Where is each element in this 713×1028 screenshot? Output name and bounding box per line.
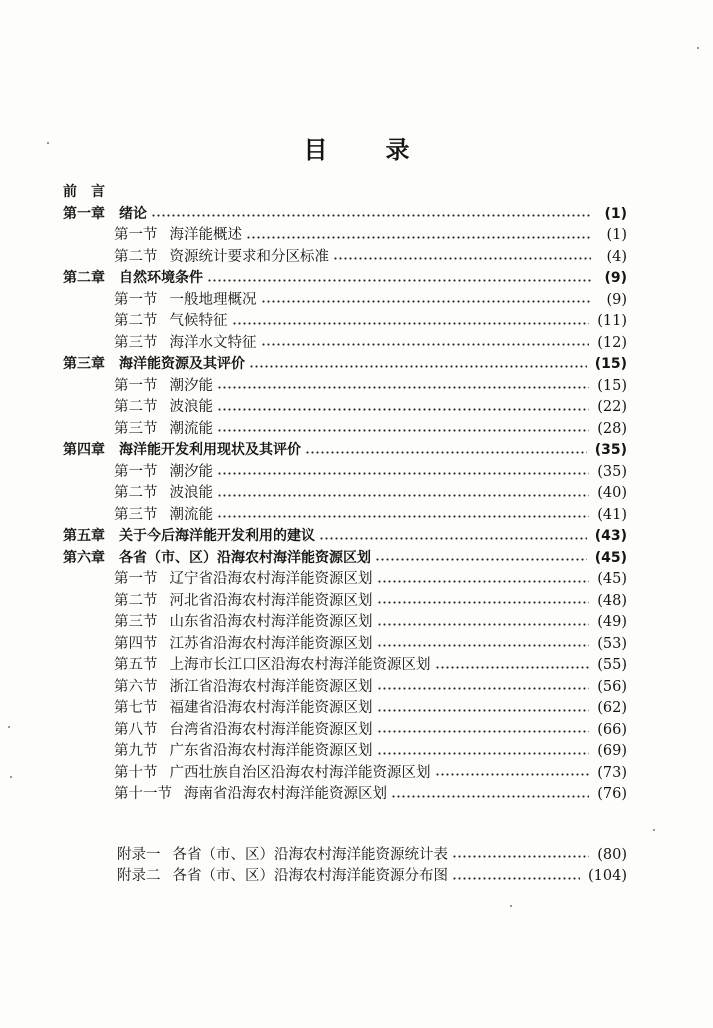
entry-title: 潮流能 xyxy=(169,420,213,437)
entry-title: 广西壮族自治区沿海农村海洋能资源区划 xyxy=(169,764,431,781)
scan-speck xyxy=(10,776,12,778)
entry-label: 第一节 xyxy=(114,291,158,308)
entry-title: 广东省沿海农村海洋能资源区划 xyxy=(169,743,373,759)
toc-appendix xyxy=(117,845,627,866)
entry-label: 第一节 xyxy=(114,377,158,394)
toc-section xyxy=(114,483,627,504)
entry-label: 第二节 xyxy=(114,485,158,501)
dot-leader xyxy=(377,644,590,647)
page-number: (45) xyxy=(594,549,627,566)
page-number: (15) xyxy=(597,377,627,394)
title-char-left: 目 xyxy=(303,136,328,164)
dot-leader xyxy=(217,494,589,497)
page-number: (55) xyxy=(597,657,627,673)
entry-title: 河北省沿海农村海洋能资源区划 xyxy=(169,592,373,609)
entry-label: 第五章 xyxy=(63,528,105,544)
entry-title: 潮流能 xyxy=(169,506,213,523)
toc-section xyxy=(114,569,627,590)
dot-leader xyxy=(377,730,590,733)
entry-label: 第二节 xyxy=(114,399,158,415)
dot-leader xyxy=(377,623,590,626)
page-number: (35) xyxy=(594,442,627,458)
page-number: (69) xyxy=(597,743,627,759)
dot-leader xyxy=(452,877,580,880)
entry-label: 第一节 xyxy=(114,571,158,587)
toc-chapter xyxy=(63,268,627,289)
toc-section xyxy=(114,763,627,784)
page-number: (15) xyxy=(594,356,627,372)
page-number: (45) xyxy=(597,571,627,587)
scan-speck xyxy=(47,142,49,144)
entry-label: 第一节 xyxy=(114,227,158,243)
entry-title: 海洋能开发利用现状及其评价 xyxy=(119,442,301,458)
entry-label: 第八节 xyxy=(114,721,158,738)
page-number: (11) xyxy=(597,313,627,329)
toc-section xyxy=(114,397,627,418)
dot-leader xyxy=(375,558,587,561)
toc-chapter xyxy=(63,354,627,375)
entry-label: 第二节 xyxy=(114,592,158,609)
entry-title: 浙江省沿海农村海洋能资源区划 xyxy=(169,678,373,695)
entry-label: 第一节 xyxy=(114,463,158,480)
entry-title: 海洋能资源及其评价 xyxy=(119,356,245,372)
entry-label: 第二节 xyxy=(114,248,158,265)
dot-leader xyxy=(333,257,591,260)
toc-section xyxy=(114,333,627,354)
entry-label: 第三节 xyxy=(114,506,158,523)
dot-leader xyxy=(249,365,587,368)
entry-label: 第三节 xyxy=(114,614,158,630)
toc-section xyxy=(114,634,627,655)
toc-section xyxy=(114,591,627,612)
entry-title: 海洋水文特征 xyxy=(169,334,257,351)
page-number: (1) xyxy=(604,205,627,222)
entry-title: 气候特征 xyxy=(169,313,228,329)
toc-section xyxy=(114,677,627,698)
entry-label: 第七节 xyxy=(114,700,158,716)
dot-leader xyxy=(452,855,589,858)
entry-title: 江苏省沿海农村海洋能资源区划 xyxy=(169,635,373,652)
dot-leader xyxy=(435,666,590,669)
entry-label: 第五节 xyxy=(114,657,158,673)
entry-title: 海洋能概述 xyxy=(169,227,242,243)
entry-label: 第六章 xyxy=(63,549,105,566)
toc-section xyxy=(114,505,627,526)
page-number: (4) xyxy=(606,248,627,265)
toc-section xyxy=(114,655,627,676)
entry-title: 前 言 xyxy=(63,184,105,200)
entry-label: 第三节 xyxy=(114,420,158,437)
toc-section xyxy=(114,311,627,332)
page-number: (66) xyxy=(597,721,627,738)
dot-leader xyxy=(217,408,589,411)
page-number: (49) xyxy=(597,614,627,630)
scan-speck xyxy=(510,905,512,907)
entry-label: 第十节 xyxy=(114,764,158,781)
page-number: (53) xyxy=(597,635,627,652)
page-number: (9) xyxy=(606,291,627,308)
dot-leader xyxy=(391,795,589,798)
dot-leader xyxy=(305,451,587,454)
entry-label: 附录一 xyxy=(117,846,161,863)
dot-leader xyxy=(217,472,589,475)
page-number: (76) xyxy=(597,786,627,802)
toc-section xyxy=(114,225,627,246)
page-number: (12) xyxy=(597,334,627,351)
page-number: (9) xyxy=(604,270,627,286)
entry-title: 上海市长江口区沿海农村海洋能资源区划 xyxy=(169,657,431,673)
entry-title: 潮汐能 xyxy=(169,463,213,480)
toc-section xyxy=(114,741,627,762)
toc-section xyxy=(114,720,627,741)
entry-label: 第十一节 xyxy=(114,786,172,802)
title-char-right: 录 xyxy=(385,136,410,164)
entry-title: 关于今后海洋能开发利用的建议 xyxy=(119,528,315,544)
entry-title: 福建省沿海农村海洋能资源区划 xyxy=(169,700,373,716)
toc-chapter xyxy=(63,548,627,569)
toc-section xyxy=(114,462,627,483)
page-number: (43) xyxy=(594,528,627,544)
toc-section xyxy=(114,376,627,397)
entry-title: 绪论 xyxy=(119,205,147,222)
entry-label: 第三节 xyxy=(114,334,158,351)
toc-section xyxy=(114,784,627,805)
entry-title: 各省（市、区）沿海农村海洋能资源区划 xyxy=(119,549,371,566)
entry-label: 第二章 xyxy=(63,270,105,286)
toc-section xyxy=(114,698,627,719)
entry-title: 波浪能 xyxy=(169,399,213,415)
dot-leader xyxy=(151,214,591,217)
dot-leader xyxy=(261,300,592,303)
dot-leader xyxy=(377,580,590,583)
page-number: (22) xyxy=(597,399,627,415)
entry-label: 第二节 xyxy=(114,313,158,329)
page-title xyxy=(0,135,713,165)
page-number: (62) xyxy=(597,700,627,716)
toc-chapter xyxy=(63,204,627,225)
toc-preface xyxy=(63,182,627,203)
entry-title: 辽宁省沿海农村海洋能资源区划 xyxy=(169,571,373,587)
entry-title: 各省（市、区）沿海农村海洋能资源统计表 xyxy=(172,846,448,863)
dot-leader xyxy=(261,343,590,346)
dot-leader xyxy=(207,279,591,282)
page-number: (80) xyxy=(597,846,627,863)
entry-label: 附录二 xyxy=(117,868,161,884)
entry-title: 潮汐能 xyxy=(169,377,213,394)
entry-title: 山东省沿海农村海洋能资源区划 xyxy=(169,614,373,630)
page-number: (41) xyxy=(597,506,627,523)
toc-section xyxy=(114,247,627,268)
entry-label: 第六节 xyxy=(114,678,158,695)
entry-title: 台湾省沿海农村海洋能资源区划 xyxy=(169,721,373,738)
scan-speck xyxy=(653,829,655,831)
dot-leader xyxy=(377,752,590,755)
entry-label: 第一章 xyxy=(63,205,105,222)
dot-leader xyxy=(377,709,590,712)
entry-label: 第四章 xyxy=(63,442,105,458)
entry-label: 第三章 xyxy=(63,356,105,372)
page-number: (48) xyxy=(597,592,627,609)
toc-section xyxy=(114,612,627,633)
entry-label: 第九节 xyxy=(114,743,158,759)
scan-speck xyxy=(697,47,699,49)
entry-title: 波浪能 xyxy=(169,485,213,501)
toc-section xyxy=(114,290,627,311)
entry-title: 自然环境条件 xyxy=(119,270,203,286)
scan-speck xyxy=(8,726,10,728)
toc-chapter xyxy=(63,440,627,461)
page-number: (1) xyxy=(606,227,627,243)
dot-leader xyxy=(246,236,591,239)
entry-title: 海南省沿海农村海洋能资源区划 xyxy=(184,786,387,802)
dot-leader xyxy=(217,386,589,389)
page-number: (35) xyxy=(597,463,627,480)
page-number: (73) xyxy=(597,764,627,781)
entry-title: 各省（市、区）沿海农村海洋能资源分布图 xyxy=(172,868,448,884)
entry-label: 第四节 xyxy=(114,635,158,652)
dot-leader xyxy=(232,322,590,325)
page-number: (28) xyxy=(597,420,627,437)
dot-leader xyxy=(435,773,590,776)
page-number: (56) xyxy=(597,678,627,695)
dot-leader xyxy=(377,601,590,604)
page-number: (104) xyxy=(588,868,627,884)
dot-leader xyxy=(217,515,589,518)
dot-leader xyxy=(319,537,587,540)
toc-chapter xyxy=(63,526,627,547)
dot-leader xyxy=(217,429,589,432)
dot-leader xyxy=(377,687,590,690)
toc-section xyxy=(114,419,627,440)
entry-title: 资源统计要求和分区标准 xyxy=(169,248,329,265)
entry-title: 一般地理概况 xyxy=(169,291,257,308)
toc-appendix xyxy=(117,866,627,887)
page-number: (40) xyxy=(597,485,627,501)
